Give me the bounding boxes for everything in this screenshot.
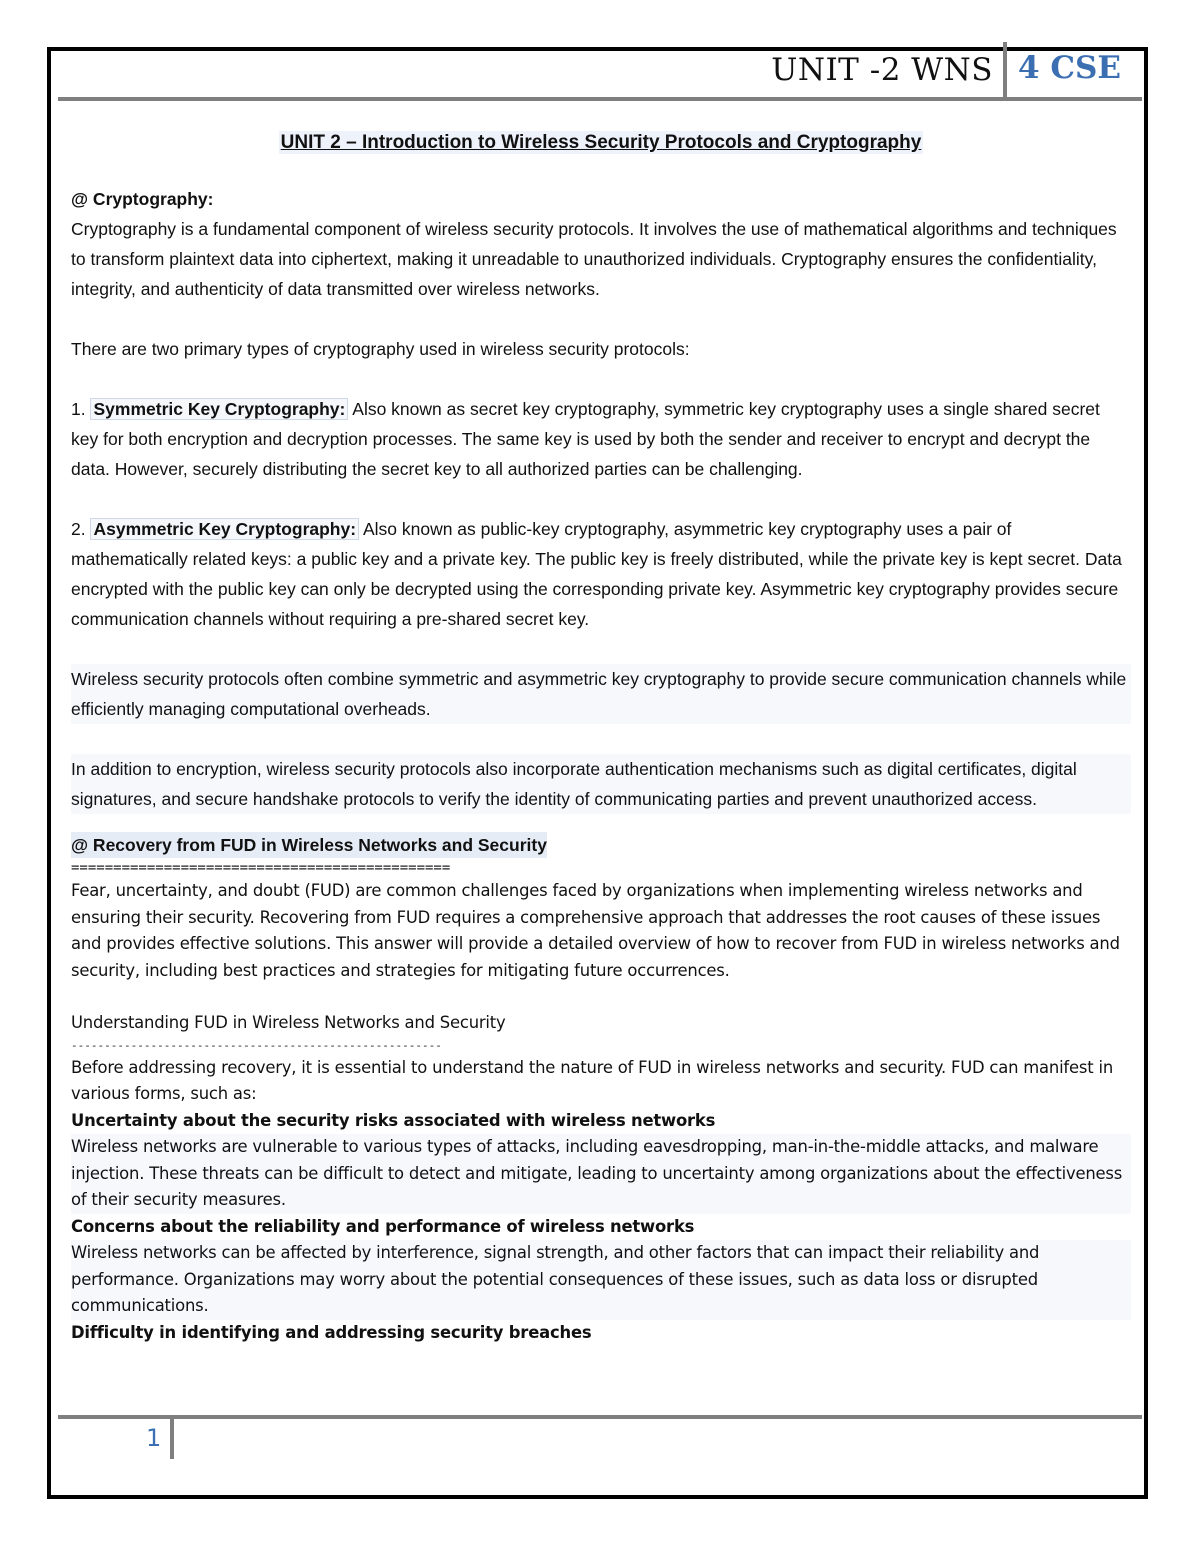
document-body [71,128,1131,1346]
footer-divider [170,1417,174,1459]
fud-sub-intro: Before addressing recovery, it is essential to understand the nature of FUD in wireless networks and security. FUD can manifest in various forms, such as: [71,1057,1114,1103]
header-course-label: 4 CSE [1018,50,1122,86]
header-unit-label: UNIT -2 WNS [771,52,993,88]
combine-paragraph: Wireless security protocols often combine symmetric and asymmetric key cryptography to provide secure communication channels while efficiently managing computational overheads. [71,664,1131,724]
header-divider [1003,42,1007,100]
fud-item2-heading: Concerns about the reliability and performance of wireless networks [71,1216,695,1236]
fud-item1-text: Wireless networks are vulnerable to various types of attacks, including eavesdropping, man-in-the-middle attacks, and malware injection. These threats can be difficult to detect and mitigate, leading to uncertainty among organizations about the effectiveness of their security measures. [71,1134,1131,1214]
cryptography-intro: Cryptography is a fundamental component of wireless security protocols. It involves the use of mathematical algorithms and techniques to transform plaintext data into ciphertext, making it unreadable to unauthorized individuals. Cryptography ensures the confidentiality, integrity, and authenticity of data transmitted over wireless networks. [71,219,1117,299]
fud-item2-text: Wireless networks can be affected by interference, signal strength, and other factors that can impact their reliability and performance. Organizations may worry about the potential consequences of these issues, such as data loss or disrupted communications. [71,1240,1131,1320]
fud-item3-heading: Difficulty in identifying and addressing security breaches [71,1322,592,1342]
cryptography-heading: @ Cryptography: [71,189,214,209]
header-rule [58,97,1142,101]
fud-intro: Fear, uncertainty, and doubt (FUD) are common challenges faced by organizations when implementing wireless networks and ensuring their security. Recovering from FUD requires a comprehensive approach that addresses the root causes of these issues and provides effective solutions. This answer will provide a detailed overview of how to recover from FUD in wireless networks and security, including best practices and strategies for mitigating future occurrences. [71,881,1120,980]
asymmetric-term: Asymmetric Key Cryptography: [90,518,359,540]
asymmetric-text: Also known as public-key cryptography, asymmetric key cryptography uses a pair of mathematically related keys: a public key and a private key. The public key is freely distributed, while the private key is kept secret. Data encrypted with the public key can only be decrypted using the corresponding private key. Asymmetric key cryptography provides secure communication channels without requiring a pre-shared secret key. [71,519,1122,629]
asymmetric-paragraph [71,514,1131,634]
cryptography-types-intro: There are two primary types of cryptography used in wireless security protocols: [71,339,690,359]
fud-item1-heading: Uncertainty about the security risks associated with wireless networks [71,1110,716,1130]
document-title [71,128,1131,158]
fud-heading: @ Recovery from FUD in Wireless Networks and Security [71,832,547,858]
spacer [71,984,1131,1010]
fud-sub-heading-rule: -------------------------------------------------------- [71,1038,442,1052]
page-number: 1 [146,1424,162,1452]
fud-heading-rule: ============================================= [71,860,451,876]
symmetric-paragraph [71,394,1131,484]
symmetric-number: 1. [71,399,86,419]
document-title-text: UNIT 2 – Introduction to Wireless Security Protocols and Cryptography [280,132,922,153]
fud-sub-heading: Understanding FUD in Wireless Networks and Security [71,1013,506,1032]
symmetric-term: Symmetric Key Cryptography: [90,398,348,420]
footer-rule [58,1415,1142,1419]
authentication-paragraph: In addition to encryption, wireless security protocols also incorporate authentication mechanisms such as digital certificates, digital signatures, and secure handshake protocols to verify the identity of communicating parties and prevent unauthorized access. [71,754,1131,814]
symmetric-text: Also known as secret key cryptography, symmetric key cryptography uses a single shared secret key for both encryption and decryption processes. The same key is used by both the sender and receiver to encrypt and decrypt the data. However, securely distributing the secret key to all authorized parties can be challenging. [71,399,1100,479]
asymmetric-number: 2. [71,519,86,539]
